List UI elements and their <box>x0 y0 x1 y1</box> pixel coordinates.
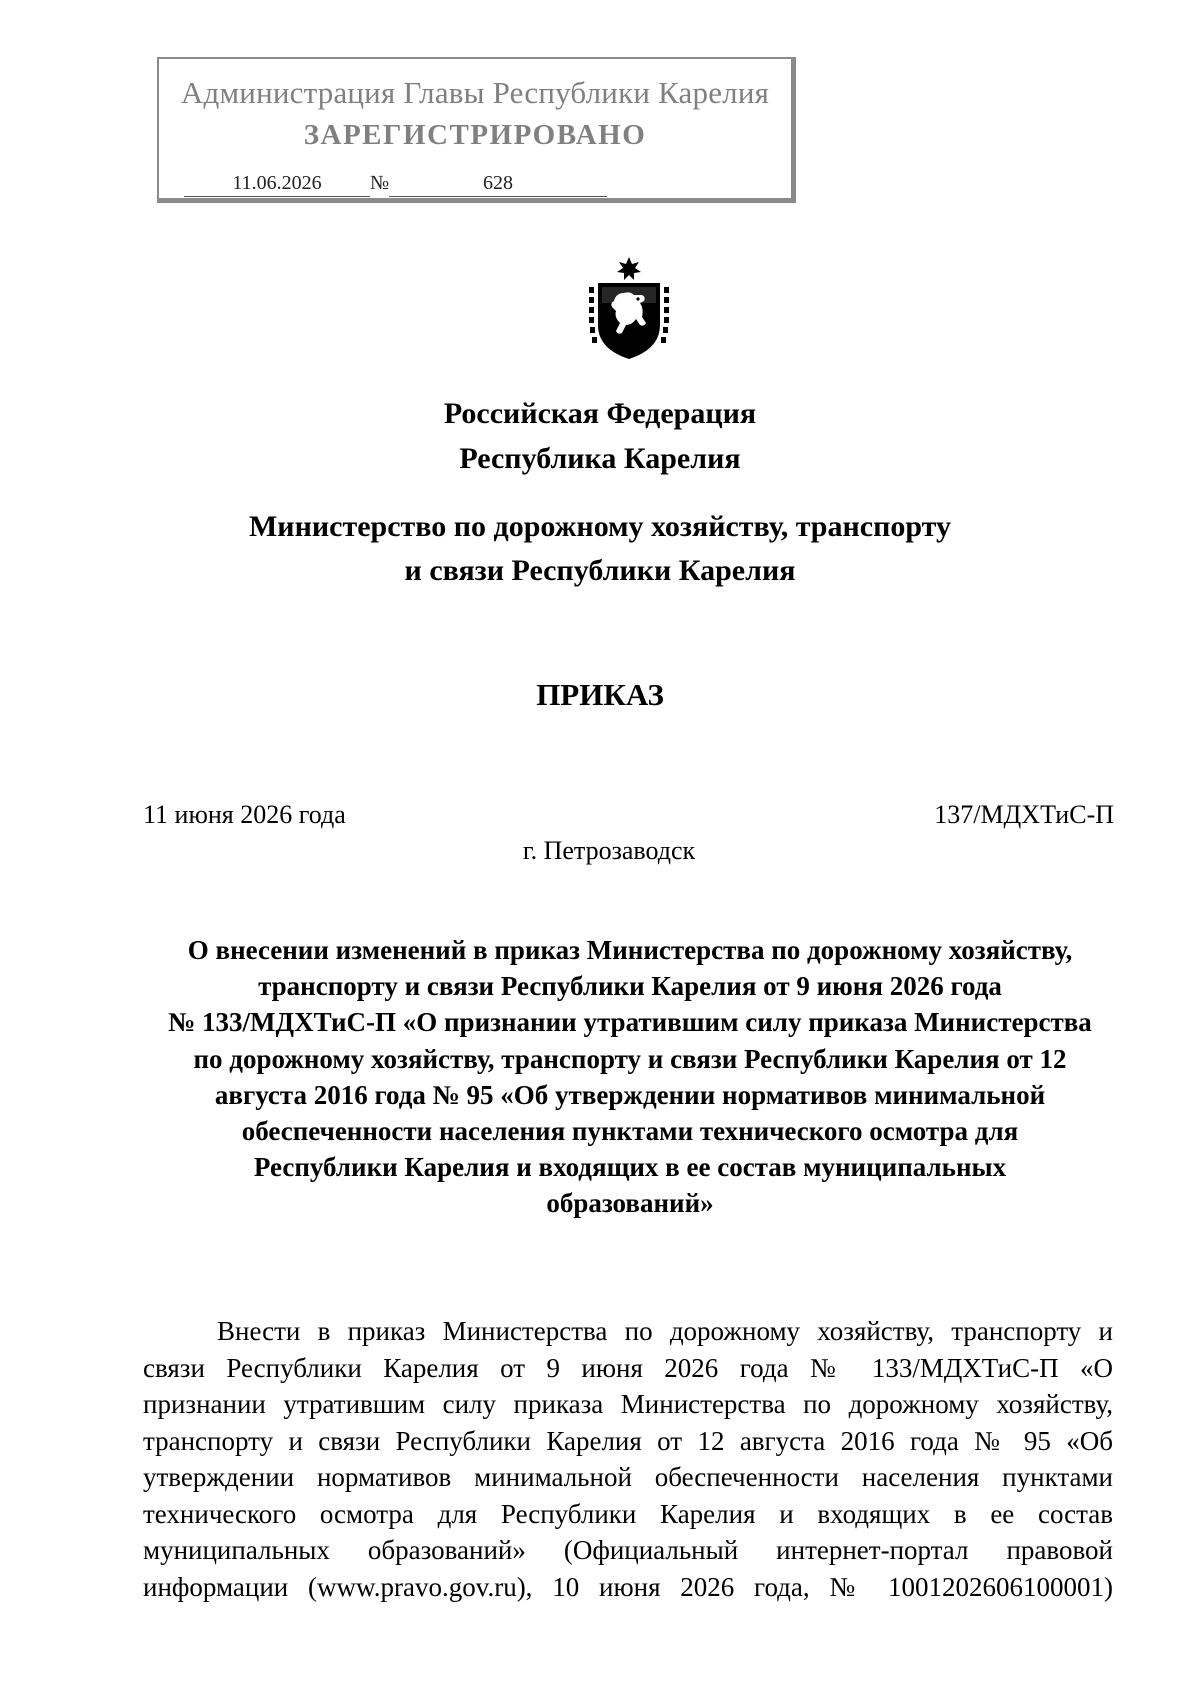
subject-line: обеспеченности населения пунктами технического осмотра для <box>241 1116 1019 1147</box>
body-line: информации (www.pravo.gov.ru), 10 июня 2026 года, № 1001202606100001) <box>143 1571 1113 1602</box>
order-date: 11 июня 2026 года <box>143 800 346 829</box>
body-line: технического осмотра для Республики Карелия и входящих в ее состав <box>143 1498 1113 1529</box>
stamp-status: ЗАРЕГИСТРИРОВАНО <box>303 119 647 151</box>
order-subject <box>140 932 1120 1222</box>
stamp-number: 628 <box>389 170 607 197</box>
subject-line: № 133/МДХТиС-П «О признании утратившим силу приказа Министерства <box>168 1007 1092 1038</box>
stamp-number-sign: № <box>370 172 390 194</box>
subject-line: августа 2016 года № 95 «Об утверждении нормативов минимальной <box>214 1079 1046 1110</box>
registration-stamp <box>157 57 796 203</box>
karelia-coat-of-arms-icon <box>586 255 672 363</box>
body-line: признании утратившим силу приказа Министерства по дорожному хозяйству, <box>143 1389 1113 1419</box>
order-body-paragraph <box>143 1313 1113 1605</box>
subject-line: транспорту и связи Республики Карелия от 9 июня 2026 года <box>258 971 1002 1002</box>
subject-line: О внесении изменений в приказ Министерства по дорожному хозяйству, <box>187 935 1073 965</box>
order-city: г. Петрозаводск <box>522 836 696 865</box>
body-line: Внести в приказ Министерства по дорожному хозяйству, транспорту и <box>217 1316 1113 1346</box>
subject-line: образований» <box>546 1188 714 1219</box>
body-line: утверждении нормативов минимальной обеспеченности населения пунктами <box>143 1462 1113 1492</box>
header-ministry-line1: Министерство по дорожному хозяйству, транспорту <box>248 510 952 543</box>
body-line: транспорту и связи Республики Карелия от 12 августа 2016 года № 95 «Об <box>143 1425 1113 1456</box>
header-ministry-line2: и связи Республики Карелия <box>404 554 796 587</box>
document-type: ПРИКАЗ <box>536 677 664 712</box>
body-line: связи Республики Карелия от 9 июня 2026 года № 133/МДХТиС-П «О <box>143 1352 1113 1383</box>
header-country: Российская Федерация <box>443 397 757 430</box>
stamp-organization: Администрация Главы Республики Карелия <box>180 75 770 110</box>
order-number: 137/МДХТиС-П <box>934 800 1114 829</box>
subject-line: Республики Карелия и входящих в ее состав муниципальных <box>253 1152 1007 1183</box>
body-line: муниципальных образований» (Официальный интернет-портал правовой <box>143 1535 1113 1565</box>
header-republic: Республика Карелия <box>459 442 741 475</box>
subject-line: по дорожному хозяйству, транспорту и связи Республики Карелия от 12 <box>193 1043 1067 1074</box>
stamp-date: 11.06.2026 <box>184 170 370 197</box>
